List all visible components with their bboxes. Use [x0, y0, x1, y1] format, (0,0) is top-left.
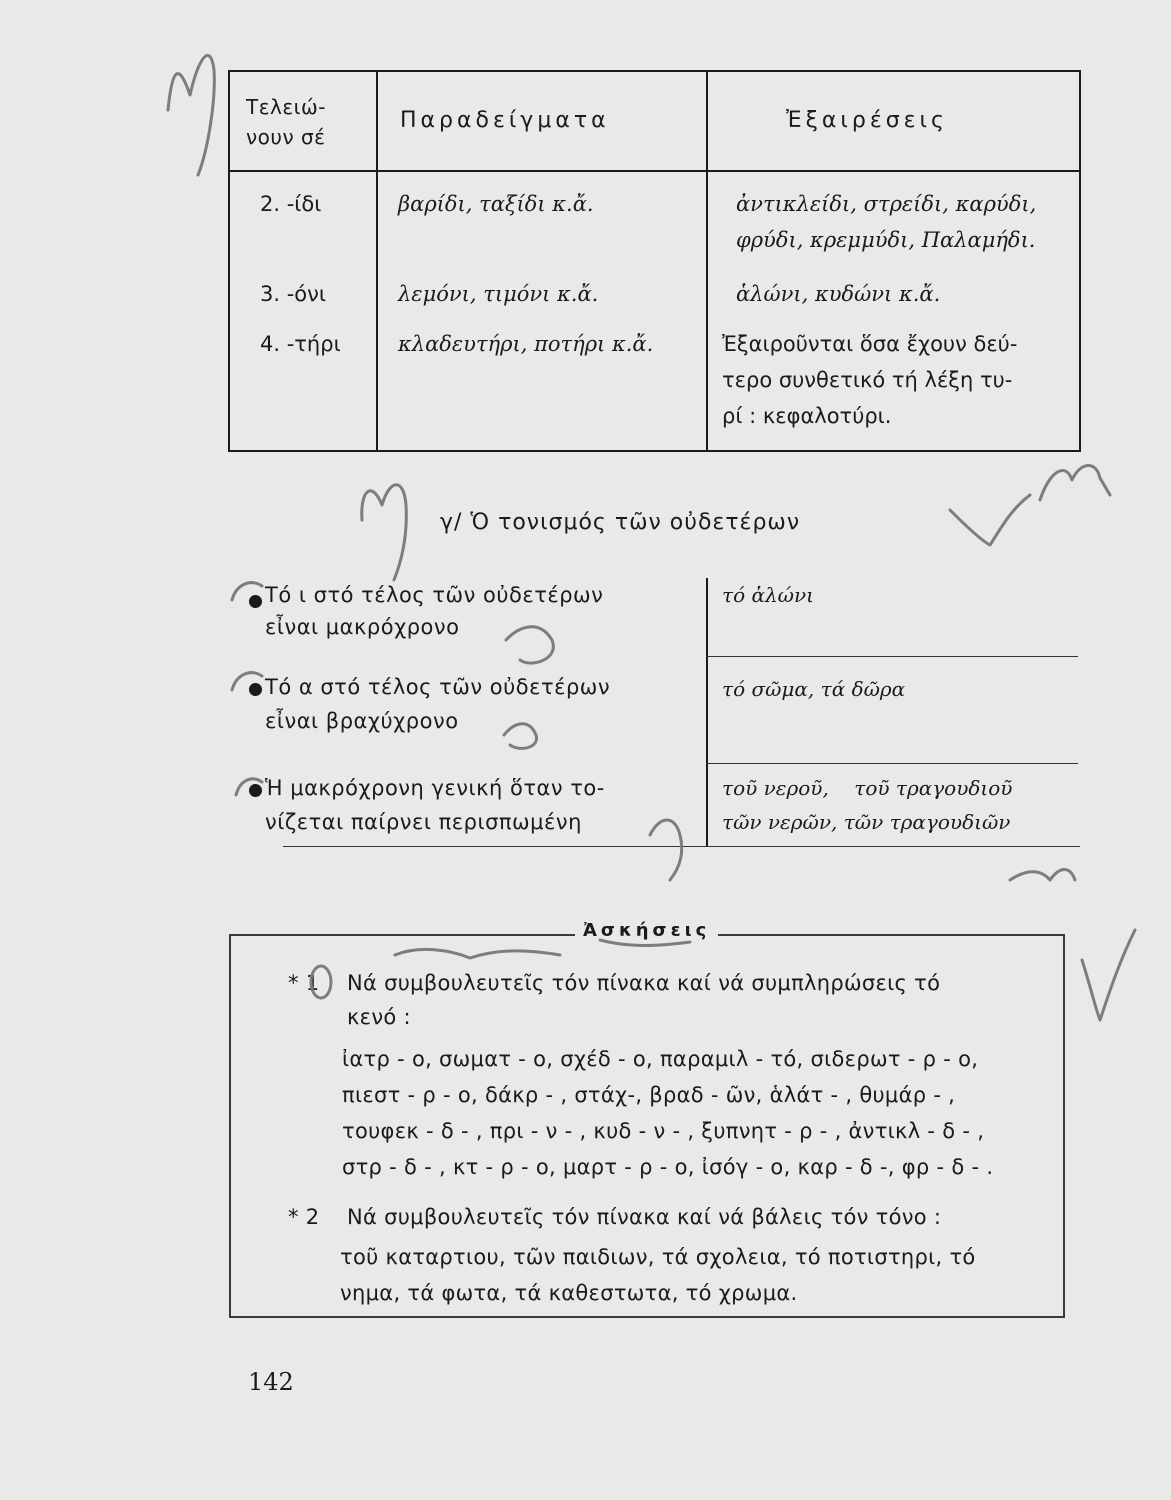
rule-example: τό ἁλώνι	[722, 583, 814, 607]
header-exceptions: Ἐξαιρέσεις	[786, 108, 948, 133]
exercise-prompt: Νά συμβουλευτεῖς τόν πίνακα καί νά βάλεις τόν τόνο :	[347, 1205, 942, 1229]
row-exceptions: ρί : κεφαλοτύρι.	[722, 404, 892, 428]
rule-line: Τό ι στό τέλος τῶν οὐδετέρων	[265, 583, 604, 607]
column-divider	[376, 72, 378, 450]
row-examples: λεμόνι, τιμόνι κ.ἄ.	[398, 282, 599, 306]
rules-row-divider	[706, 656, 1078, 657]
row-exceptions: Ἐξαιροῦνται ὅσα ἔχουν δεύ-	[722, 332, 1018, 356]
row-examples: βαρίδι, ταξίδι κ.ἄ.	[398, 192, 594, 216]
exercise-number: * 1	[288, 971, 320, 995]
rule-line: Τό α στό τέλος τῶν οὐδετέρων	[265, 675, 611, 699]
row-exceptions: φρύδι, κρεμμύδι, Παλαμήδι.	[736, 228, 1036, 252]
header-divider	[230, 170, 1079, 172]
exercise-item: ἰατρ - ο, σωματ - ο, σχέδ - ο, παραμιλ - τό, σιδερωτ - ρ - ο,	[342, 1047, 979, 1071]
exercise-item: στρ - δ - , κτ - ρ - ο, μαρτ - ρ - ο, ἰσόγ - ο, καρ - δ -, φρ - δ - .	[342, 1155, 994, 1179]
rules-bottom-line	[283, 846, 1080, 847]
exercise-item: τουφεκ - δ - , πρι - ν - , κυδ - ν - , ξυπνητ - ρ - , ἀντικλ - δ - ,	[342, 1119, 985, 1143]
bullet	[249, 784, 262, 797]
header-examples: Παραδείγματα	[400, 108, 610, 133]
row-exceptions: ἁλώνι, κυδώνι κ.ἄ.	[736, 282, 941, 306]
bullet	[249, 595, 262, 608]
row-exceptions: τερο συνθετικό τή λέξη τυ-	[722, 368, 1013, 392]
rule-line: εἶναι βραχύχρονο	[265, 709, 459, 733]
rule-example: τῶν νερῶν, τῶν τραγουδιῶν	[722, 810, 1011, 834]
row-exceptions: ἀντικλείδι, στρείδι, καρύδι,	[736, 192, 1037, 216]
rules-row-divider	[706, 763, 1078, 764]
rule-line: Ἡ μακρόχρονη γενική ὅταν το-	[265, 776, 605, 800]
header-endings: Τελειώ- νουν σέ	[246, 95, 326, 149]
row-examples: κλαδευτήρι, ποτήρι κ.ἄ.	[398, 332, 654, 356]
rule-line: νίζεται παίρνει περισπωμένη	[265, 810, 582, 834]
rule-example: τό σῶμα, τά δῶρα	[722, 677, 906, 701]
row-ending: 3. -όνι	[260, 282, 326, 306]
exercise-item: τοῦ καταρτιου, τῶν παιδιων, τά σχολεια, τό ποτιστηρι, τό	[340, 1245, 976, 1269]
exercise-prompt: Νά συμβουλευτεῖς τόν πίνακα καί νά συμπληρώσεις τό	[347, 971, 941, 995]
rule-line: εἶναι μακρόχρονο	[265, 615, 460, 639]
exercise-item: νημα, τά φωτα, τά καθεστωτα, τό χρωμα.	[340, 1281, 798, 1305]
column-divider	[706, 72, 708, 450]
exercise-prompt: κενό :	[347, 1005, 411, 1029]
row-ending: 2. -ίδι	[260, 192, 322, 216]
row-ending: 4. -τήρι	[260, 332, 341, 356]
exercises-title: Ἀσκήσεις	[575, 920, 718, 941]
rule-example: τοῦ νεροῦ, τοῦ τραγουδιοῦ	[722, 776, 1013, 800]
page-number: 142	[248, 1368, 294, 1396]
exercise-number: * 2	[288, 1205, 320, 1229]
bullet	[249, 683, 262, 696]
exercise-item: πιεστ - ρ - ο, δάκρ - , στάχ-, βραδ - ῶν, ἁλάτ - , θυμάρ - ,	[342, 1083, 956, 1107]
endings-table	[228, 70, 1081, 452]
section-title: γ/ Ὁ τονισμός τῶν οὐδετέρων	[440, 510, 801, 535]
rules-divider	[706, 578, 708, 846]
